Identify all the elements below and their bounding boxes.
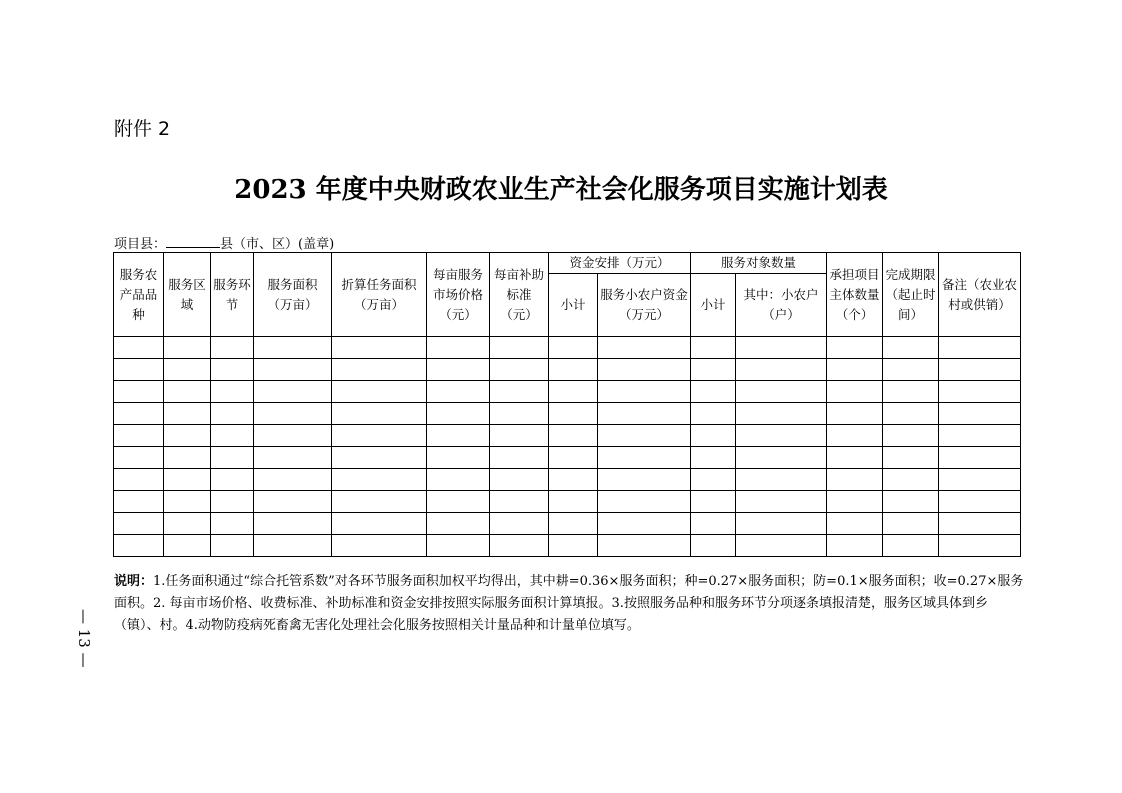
table-cell[interactable]	[691, 359, 736, 381]
table-cell[interactable]	[490, 535, 549, 557]
table-cell[interactable]	[598, 381, 691, 403]
table-cell[interactable]	[883, 491, 939, 513]
header-remarks: 备注（农业农村或供销）	[939, 253, 1021, 337]
header-task-acreage: 折算任务面积（万亩）	[332, 253, 427, 337]
table-cell[interactable]	[490, 513, 549, 535]
table-cell[interactable]	[598, 337, 691, 359]
header-service-acreage: 服务面积（万亩）	[254, 253, 332, 337]
table-cell[interactable]	[691, 513, 736, 535]
table-cell[interactable]	[254, 337, 332, 359]
table-row	[114, 491, 1021, 513]
table-cell[interactable]	[939, 513, 1021, 535]
table-cell[interactable]	[490, 403, 549, 425]
header-smallholder-count: 其中：小农户（户）	[736, 274, 827, 337]
table-cell[interactable]	[883, 469, 939, 491]
table-cell[interactable]	[211, 469, 254, 491]
table-cell[interactable]	[254, 425, 332, 447]
table-cell[interactable]	[598, 403, 691, 425]
table-cell[interactable]	[254, 359, 332, 381]
table-cell[interactable]	[736, 337, 827, 359]
table-cell[interactable]	[549, 425, 598, 447]
table-cell[interactable]	[427, 491, 490, 513]
table-cell[interactable]	[939, 491, 1021, 513]
header-crop-variety: 服务农产品品种	[114, 253, 164, 337]
table-cell[interactable]	[164, 469, 211, 491]
table-cell[interactable]	[427, 513, 490, 535]
table-cell[interactable]	[549, 381, 598, 403]
table-cell[interactable]	[883, 513, 939, 535]
note-label: 说明：	[114, 574, 154, 589]
table-cell[interactable]	[211, 535, 254, 557]
table-cell[interactable]	[164, 403, 211, 425]
table-row	[114, 337, 1021, 359]
header-targets-subtotal: 小计	[691, 274, 736, 337]
table-cell[interactable]	[164, 425, 211, 447]
table-cell[interactable]	[691, 381, 736, 403]
table-cell[interactable]	[332, 381, 427, 403]
table-cell[interactable]	[490, 447, 549, 469]
table-cell[interactable]	[939, 337, 1021, 359]
table-cell[interactable]	[939, 447, 1021, 469]
table-cell[interactable]	[691, 491, 736, 513]
table-cell[interactable]	[427, 359, 490, 381]
table-cell[interactable]	[164, 491, 211, 513]
table-cell[interactable]	[211, 425, 254, 447]
table-cell[interactable]	[736, 469, 827, 491]
table-cell[interactable]	[939, 403, 1021, 425]
table-cell[interactable]	[114, 337, 164, 359]
table-cell[interactable]	[490, 381, 549, 403]
table-cell[interactable]	[114, 425, 164, 447]
table-cell[interactable]	[549, 469, 598, 491]
table-cell[interactable]	[332, 447, 427, 469]
header-service-stage: 服务环节	[211, 253, 254, 337]
table-cell[interactable]	[254, 447, 332, 469]
table-cell[interactable]	[427, 403, 490, 425]
table-cell[interactable]	[736, 403, 827, 425]
table-cell[interactable]	[691, 425, 736, 447]
table-cell[interactable]	[332, 403, 427, 425]
table-cell[interactable]	[114, 535, 164, 557]
table-row	[114, 447, 1021, 469]
table-cell[interactable]	[883, 403, 939, 425]
table-cell[interactable]	[114, 447, 164, 469]
table-cell[interactable]	[883, 381, 939, 403]
table-cell[interactable]	[211, 447, 254, 469]
table-cell[interactable]	[883, 337, 939, 359]
table-cell[interactable]	[691, 403, 736, 425]
table-cell[interactable]	[827, 447, 883, 469]
table-cell[interactable]	[427, 381, 490, 403]
table-cell[interactable]	[549, 535, 598, 557]
county-prefix: 项目县：	[114, 237, 167, 252]
table-cell[interactable]	[598, 535, 691, 557]
county-suffix: 县（市、区）(盖章)	[220, 237, 335, 252]
table-cell[interactable]	[211, 359, 254, 381]
table-row	[114, 469, 1021, 491]
table-cell[interactable]	[164, 535, 211, 557]
document-title: 2023 年度中央财政农业生产社会化服务项目实施计划表	[234, 175, 888, 205]
header-subsidy-standard: 每亩补助标准（元）	[490, 253, 549, 337]
table-cell[interactable]	[736, 381, 827, 403]
table-row	[114, 403, 1021, 425]
table-cell[interactable]	[427, 425, 490, 447]
table-cell[interactable]	[332, 513, 427, 535]
table-cell[interactable]	[736, 447, 827, 469]
table-cell[interactable]	[736, 513, 827, 535]
table-cell[interactable]	[164, 381, 211, 403]
table-cell[interactable]	[114, 513, 164, 535]
table-cell[interactable]	[427, 469, 490, 491]
table-cell[interactable]	[114, 403, 164, 425]
table-cell[interactable]	[332, 425, 427, 447]
header-market-price: 每亩服务市场价格（元）	[427, 253, 490, 337]
table-cell[interactable]	[598, 447, 691, 469]
table-cell[interactable]	[427, 337, 490, 359]
table-cell[interactable]	[332, 359, 427, 381]
table-cell[interactable]	[827, 403, 883, 425]
county-line	[114, 233, 334, 252]
table-cell[interactable]	[736, 535, 827, 557]
table-cell[interactable]	[114, 381, 164, 403]
header-funds-group: 资金安排（万元）	[549, 253, 691, 274]
table-cell[interactable]	[827, 337, 883, 359]
table-cell[interactable]	[164, 337, 211, 359]
table-cell[interactable]	[254, 513, 332, 535]
table-cell[interactable]	[939, 425, 1021, 447]
table-cell[interactable]	[827, 425, 883, 447]
table-cell[interactable]	[598, 513, 691, 535]
table-cell[interactable]	[598, 425, 691, 447]
table-cell[interactable]	[490, 491, 549, 513]
table-cell[interactable]	[827, 513, 883, 535]
header-deadline: 完成期限（起止时间）	[883, 253, 939, 337]
table-cell[interactable]	[549, 403, 598, 425]
table-cell[interactable]	[939, 381, 1021, 403]
note-text: 1.任务面积通过“综合托管系数”对各环节服务面积加权平均得出，其中耕=0.36×服务面积；种=0.27×服务面积；防=0.1×服务面积；收=0.27×服务面积。2. 每亩市场价格、收费标准、补助标准和资金安排按照实际服务面积计算填报。3.按照服务品种和服务环节分项逐条填报清楚，服务区域具体到乡（镇）、村。4.动物防疫病死畜禽无害化处理社会化服务按照相关计量品种和计量单位填写。	[114, 574, 1024, 633]
table-cell[interactable]	[254, 381, 332, 403]
table-cell[interactable]	[254, 491, 332, 513]
table-row	[114, 425, 1021, 447]
table-cell[interactable]	[490, 337, 549, 359]
table-cell[interactable]	[691, 535, 736, 557]
table-cell[interactable]	[939, 469, 1021, 491]
table-cell[interactable]	[211, 513, 254, 535]
table-cell[interactable]	[427, 535, 490, 557]
table-cell[interactable]	[549, 491, 598, 513]
county-blank-field	[166, 235, 220, 248]
table-cell[interactable]	[883, 425, 939, 447]
table-cell[interactable]	[164, 447, 211, 469]
table-cell[interactable]	[211, 381, 254, 403]
attachment-label: 附件 2	[114, 118, 171, 140]
table-cell[interactable]	[549, 513, 598, 535]
table-cell[interactable]	[490, 469, 549, 491]
table-cell[interactable]	[883, 359, 939, 381]
table-cell[interactable]	[332, 337, 427, 359]
table-cell[interactable]	[490, 425, 549, 447]
table-cell[interactable]	[827, 491, 883, 513]
table-cell[interactable]	[549, 447, 598, 469]
table-cell[interactable]	[211, 337, 254, 359]
table-cell[interactable]	[736, 359, 827, 381]
table-cell[interactable]	[254, 469, 332, 491]
header-targets-group: 服务对象数量	[691, 253, 827, 274]
table-cell[interactable]	[114, 359, 164, 381]
table-cell[interactable]	[691, 337, 736, 359]
table-cell[interactable]	[598, 491, 691, 513]
table-cell[interactable]	[164, 513, 211, 535]
table-cell[interactable]	[939, 535, 1021, 557]
table-row	[114, 513, 1021, 535]
table-cell[interactable]	[883, 535, 939, 557]
table-row	[114, 359, 1021, 381]
table-cell[interactable]	[211, 491, 254, 513]
table-cell[interactable]	[598, 359, 691, 381]
table-cell[interactable]	[883, 447, 939, 469]
table-cell[interactable]	[332, 469, 427, 491]
plan-table	[113, 252, 1021, 557]
table-cell[interactable]	[490, 359, 549, 381]
table-cell[interactable]	[254, 535, 332, 557]
header-funds-subtotal: 小计	[549, 274, 598, 337]
table-cell[interactable]	[736, 425, 827, 447]
header-smallholder-funds: 服务小农户资金（万元）	[598, 274, 691, 337]
table-cell[interactable]	[332, 491, 427, 513]
table-row	[114, 381, 1021, 403]
table-cell[interactable]	[114, 469, 164, 491]
page-number: — 13 —	[75, 608, 93, 668]
table-cell[interactable]	[114, 491, 164, 513]
explanation-note	[114, 571, 1024, 637]
table-body	[114, 337, 1021, 557]
table-cell[interactable]	[211, 403, 254, 425]
table-cell[interactable]	[549, 359, 598, 381]
table-cell[interactable]	[827, 381, 883, 403]
table-cell[interactable]	[939, 359, 1021, 381]
table-cell[interactable]	[549, 337, 598, 359]
table-row	[114, 535, 1021, 557]
table-cell[interactable]	[827, 535, 883, 557]
table-cell[interactable]	[827, 469, 883, 491]
table-cell[interactable]	[736, 491, 827, 513]
table-cell[interactable]	[691, 469, 736, 491]
table-cell[interactable]	[254, 403, 332, 425]
table-cell[interactable]	[827, 359, 883, 381]
table-cell[interactable]	[691, 447, 736, 469]
table-cell[interactable]	[332, 535, 427, 557]
table-cell[interactable]	[164, 359, 211, 381]
header-entity-count: 承担项目主体数量（个）	[827, 253, 883, 337]
table-cell[interactable]	[598, 469, 691, 491]
table-cell[interactable]	[427, 447, 490, 469]
header-service-area: 服务区域	[164, 253, 211, 337]
